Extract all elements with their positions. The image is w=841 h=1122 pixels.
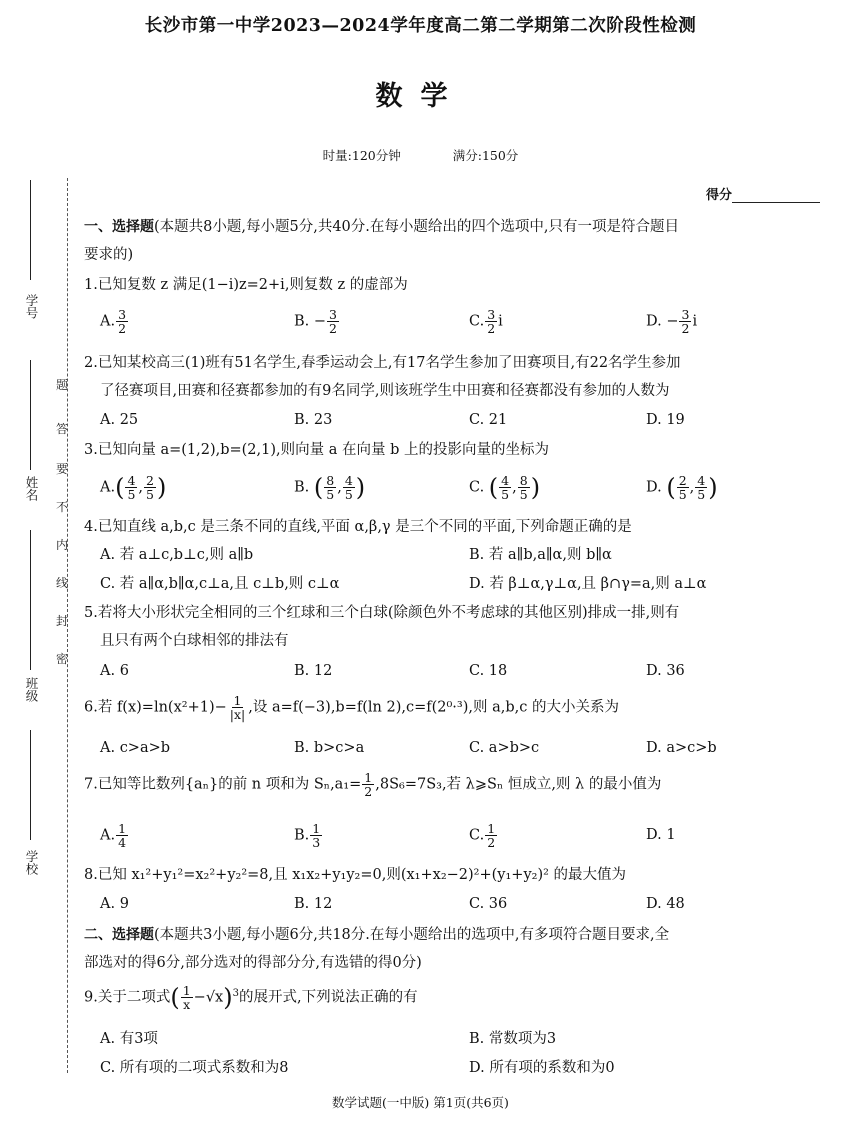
option-label: C. bbox=[469, 313, 485, 330]
fraction: $\frac{3}{2}$ bbox=[118, 307, 127, 337]
q1-option-b[interactable] bbox=[294, 308, 340, 335]
student-id-label: 学号 bbox=[24, 294, 39, 319]
school-blank[interactable] bbox=[30, 730, 31, 840]
seal-char: 线 bbox=[56, 576, 69, 590]
fraction: $\frac{1}{|x|}$ bbox=[229, 693, 246, 723]
question-9-stem: 9.关于二项式( $\frac{1}{x}$ −√x)$^3$的展开式,下列说法正确的有 bbox=[84, 983, 418, 1013]
subject-title: 数学 bbox=[375, 81, 466, 112]
q9-stem-post: 的展开式,下列说法正确的有 bbox=[239, 989, 418, 1006]
q5-option-b[interactable]: B. 12 bbox=[294, 663, 333, 679]
q2-option-c[interactable]: C. 21 bbox=[469, 412, 508, 428]
question-3-stem: 3.已知向量 a=(1,2),b=(2,1),则向量 a 在向量 b 上的投影向量的坐标为 bbox=[84, 442, 549, 458]
q9-option-a[interactable]: A. 有3项 bbox=[100, 1031, 158, 1047]
name-blank[interactable] bbox=[30, 360, 31, 470]
q4-option-d[interactable]: D. 若 β⊥α,γ⊥α,且 β∩γ=a,则 a⊥α bbox=[469, 576, 707, 592]
q6-option-c[interactable]: C. a>b>c bbox=[469, 740, 540, 756]
q1-option-a[interactable] bbox=[100, 308, 129, 335]
question-4-stem: 4.已知直线 a,b,c 是三条不同的直线,平面 α,β,γ 是三个不同的平面,下列命题正确的是 bbox=[84, 519, 632, 535]
seal-char: 密 bbox=[56, 652, 69, 666]
section-1-note-cont: 要求的) bbox=[84, 247, 134, 263]
q1-option-c[interactable]: C. $\frac{3}{2}$ i bbox=[469, 307, 503, 337]
q9-option-d[interactable]: D. 所有项的系数和为0 bbox=[469, 1060, 615, 1076]
school-label: 学校 bbox=[24, 850, 39, 875]
class-label: 班级 bbox=[24, 677, 39, 702]
option-label: B. − bbox=[294, 313, 327, 330]
fraction: $\frac{8}{5}$ bbox=[326, 473, 335, 503]
fraction: $\frac{3}{2}$ bbox=[487, 307, 496, 337]
fraction: $\frac{1}{2}$ bbox=[364, 770, 373, 800]
q9-option-c[interactable]: C. 所有项的二项式系数和为8 bbox=[100, 1060, 289, 1076]
q7-option-a[interactable] bbox=[100, 822, 129, 849]
q7-stem-pre: 7.已知等比数列{aₙ}的前 n 项和为 Sₙ,a₁= bbox=[84, 776, 362, 793]
q8-option-d[interactable]: D. 48 bbox=[646, 896, 685, 912]
q7-option-b[interactable] bbox=[294, 822, 323, 849]
seal-char: 不 bbox=[56, 500, 69, 514]
q3-option-d[interactable]: D. ( $\frac{2}{5}$ , $\frac{4}{5}$ ) bbox=[646, 473, 718, 503]
section-1-title: 一、选择题 bbox=[84, 219, 154, 235]
fraction: $\frac{4}{5}$ bbox=[344, 473, 353, 503]
q5-option-c[interactable]: C. 18 bbox=[469, 663, 508, 679]
q4-option-c[interactable]: C. 若 a∥α,b∥α,c⊥a,且 c⊥b,则 c⊥α bbox=[100, 576, 340, 592]
class-blank[interactable] bbox=[30, 530, 31, 670]
option-label: C. bbox=[469, 827, 485, 844]
q5-option-a[interactable]: A. 6 bbox=[100, 663, 129, 679]
score-field[interactable] bbox=[706, 184, 820, 203]
question-5-stem: 5.若将大小形状完全相同的三个红球和三个白球(除颜色外不考虑球的其他区别)排成一排,则有 bbox=[84, 605, 680, 621]
q7-option-d[interactable]: D. 1 bbox=[646, 827, 676, 843]
option-label: D. bbox=[646, 479, 662, 496]
q8-option-a[interactable]: A. 9 bbox=[100, 896, 129, 912]
fraction: $\frac{4}{5}$ bbox=[127, 473, 136, 503]
q6-stem-pre: 6.若 f(x)=ln(x²+1)− bbox=[84, 699, 227, 716]
fraction: $\frac{1}{x}$ bbox=[182, 983, 191, 1013]
question-7-stem bbox=[84, 771, 661, 798]
section-1-note: (本题共8小题,每小题5分,共40分.在每小题给出的四个选项中,只有一项是符合题目 bbox=[154, 219, 679, 235]
fraction: $\frac{1}{2}$ bbox=[487, 821, 496, 851]
section-2-note: (本题共3小题,每小题6分,共18分.在每小题给出的选项中,有多项符合题目要求,全 bbox=[154, 927, 670, 943]
option-label: D. − bbox=[646, 313, 679, 330]
q4-option-b[interactable]: B. 若 a∥b,a∥α,则 b∥α bbox=[469, 547, 612, 563]
score-blank[interactable] bbox=[732, 190, 820, 203]
exam-meta bbox=[0, 146, 841, 164]
q6-option-b[interactable]: B. b>c>a bbox=[294, 740, 365, 756]
q2-option-b[interactable]: B. 23 bbox=[294, 412, 333, 428]
page-footer: 数学试题(一中版) 第1页(共6页) bbox=[332, 1095, 509, 1110]
option-label: B. bbox=[294, 827, 310, 844]
section-1-heading bbox=[84, 220, 679, 235]
q9-stem-pre: 9.关于二项式 bbox=[84, 989, 171, 1006]
seal-char: 答 bbox=[56, 422, 69, 436]
question-2-stem: 2.已知某校高三(1)班有51名学生,春季运动会上,有17名学生参加了田赛项目,有22名学生参加 bbox=[84, 355, 681, 371]
fraction: $\frac{1}{4}$ bbox=[118, 821, 127, 851]
seal-char: 题 bbox=[56, 378, 69, 392]
q5-option-d[interactable]: D. 36 bbox=[646, 663, 685, 679]
q2-option-d[interactable]: D. 19 bbox=[646, 412, 685, 428]
q3-option-b[interactable]: B. ( $\frac{8}{5}$ , $\frac{4}{5}$ ) bbox=[294, 473, 366, 503]
q3-option-a[interactable]: A.( $\frac{4}{5}$ , $\frac{2}{5}$ ) bbox=[100, 473, 167, 503]
student-id-blank[interactable] bbox=[30, 180, 31, 280]
fraction: $\frac{8}{5}$ bbox=[519, 473, 528, 503]
fraction: $\frac{4}{5}$ bbox=[501, 473, 510, 503]
question-2-stem-cont: 了径赛项目,田赛和径赛都参加的有9名同学,则该班学生中田赛和径赛都没有参加的人数为 bbox=[100, 383, 670, 399]
q7-stem-post: ,8S₆=7S₃,若 λ⩾Sₙ 恒成立,则 λ 的最小值为 bbox=[375, 776, 662, 793]
q9-option-b[interactable]: B. 常数项为3 bbox=[469, 1031, 557, 1047]
full-score: 满分:150分 bbox=[452, 148, 519, 163]
q6-option-d[interactable]: D. a>c>b bbox=[646, 740, 717, 756]
fraction: $\frac{3}{2}$ bbox=[329, 307, 337, 337]
section-2-title: 二、选择题 bbox=[84, 927, 154, 943]
q2-option-a[interactable]: A. 25 bbox=[100, 412, 139, 428]
question-6-stem bbox=[84, 694, 619, 721]
option-label: C. bbox=[469, 479, 485, 496]
fraction: $\frac{4}{5}$ bbox=[697, 473, 706, 503]
question-8-stem: 8.已知 x₁²+y₁²=x₂²+y₂²=8,且 x₁x₂+y₁y₂=0,则(x₁+x₂−2)²+(y₁+y₂)² 的最大值为 bbox=[84, 867, 627, 883]
option-label: B. bbox=[294, 479, 310, 496]
q8-option-b[interactable]: B. 12 bbox=[294, 896, 333, 912]
q6-option-a[interactable]: A. c>a>b bbox=[100, 740, 171, 756]
option-label: A. bbox=[100, 479, 116, 496]
fraction: $\frac{2}{5}$ bbox=[146, 473, 154, 503]
name-label: 姓名 bbox=[24, 476, 39, 501]
q3-option-c[interactable]: C. ( $\frac{4}{5}$ , $\frac{8}{5}$ ) bbox=[469, 473, 541, 503]
section-2-heading bbox=[84, 928, 669, 943]
q7-option-c[interactable] bbox=[469, 822, 498, 849]
q6-stem-post: ,设 a=f(−3),b=f(ln 2),c=f(2⁰·³),则 a,b,c 的大小关系为 bbox=[248, 699, 619, 716]
seal-char: 封 bbox=[56, 614, 69, 628]
exam-title: 长沙市第一中学2023—2024学年度高二第二学期第二次阶段性检测 bbox=[144, 16, 697, 36]
time-limit: 时量:120分钟 bbox=[322, 148, 401, 163]
seal-char: 要 bbox=[56, 462, 69, 476]
seal-char: 内 bbox=[56, 538, 69, 552]
q4-option-a[interactable]: A. 若 a⊥c,b⊥c,则 a∥b bbox=[100, 547, 254, 563]
fraction: $\frac{3}{2}$ bbox=[681, 307, 690, 337]
fraction: $\frac{2}{5}$ bbox=[678, 473, 687, 503]
score-label: 得分 bbox=[706, 188, 733, 203]
q8-option-c[interactable]: C. 36 bbox=[469, 896, 508, 912]
q1-option-d[interactable]: D. − $\frac{3}{2}$ i bbox=[646, 307, 698, 337]
option-label: A. bbox=[100, 827, 116, 844]
option-label: A. bbox=[100, 313, 116, 330]
fraction: $\frac{1}{3}$ bbox=[312, 821, 321, 851]
question-5-stem-cont: 且只有两个白球相邻的排法有 bbox=[100, 633, 289, 649]
section-2-note-cont: 部选对的得6分,部分选对的得部分分,有选错的得0分) bbox=[84, 955, 422, 971]
question-1-stem: 1.已知复数 z 满足(1−i)z=2+i,则复数 z 的虚部为 bbox=[84, 277, 408, 293]
